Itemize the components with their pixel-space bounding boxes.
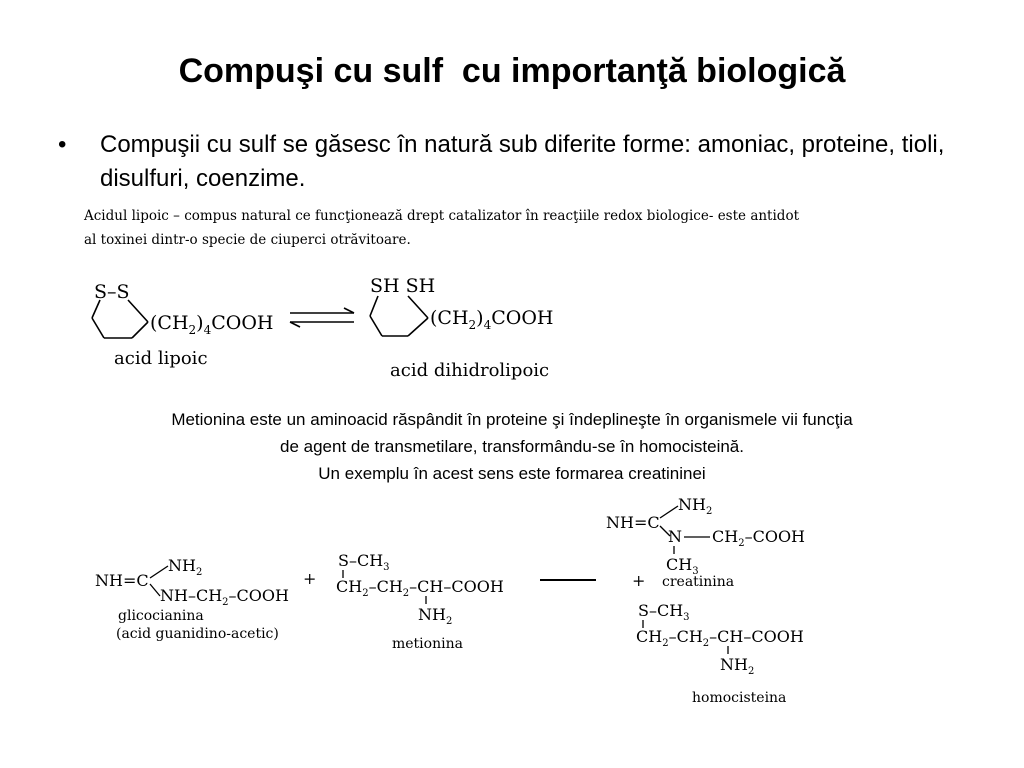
plus-sign-2: + (632, 571, 646, 590)
dihydro-label: acid dihidrolipoic (390, 360, 550, 381)
dihydro-sh: SH SH (370, 275, 436, 297)
lipoic-label: acid lipoic (114, 348, 208, 369)
glico-nh2: $NH_2$ (168, 556, 203, 578)
met-chain: $CH_2-CH_2-CH$–COOH (336, 577, 504, 599)
met-sch3: $S-CH_3$ (338, 551, 390, 573)
metionina-structure (336, 551, 504, 652)
dihydro-chain: $(CH_2)_4COOH$ (430, 307, 554, 332)
lipoic-chain: $(CH_2)_4COOH$ (150, 312, 274, 337)
glico-name: glicocianina (118, 608, 204, 624)
homo-name: homocisteina (692, 690, 787, 706)
lipoic-description: Acidul lipoic – compus natural ce funcţionează drept catalizator în reacţiile redox biologice- este antidot al toxinei dintr-o specie de ciuperci otrăvitoare. (84, 208, 799, 248)
glico-subname: (acid guanidino-acetic) (116, 626, 279, 642)
glico-left: NH=C (95, 571, 149, 590)
creat-chain: $CH_2$–COOH (712, 527, 806, 549)
metionina-text-line1: Metionina este un aminoacid răspândit în proteine şi îndeplineşte în organismele vii funcţia (171, 410, 853, 429)
glicocianina-structure (95, 556, 289, 642)
creat-left: NH=C (606, 513, 660, 532)
homo-chain: $CH_2-CH_2-CH$–COOH (636, 627, 804, 649)
bullet-text: Compuşii cu sulf se găsesc în natură sub diferite forme: amoniac, proteine, tioli, disulfuri, coenzime. (100, 131, 945, 192)
plus-sign-1: + (303, 569, 317, 588)
homo-sch3: $S-CH_3$ (638, 601, 690, 623)
metionina-text-line3: Un exemplu în acest sens este formarea creatininei (318, 464, 706, 483)
slide-title: Compuşi cu sulf cu importanţă biologică (178, 52, 846, 90)
homo-nh2: $NH_2$ (720, 655, 755, 677)
lipoic-ss: S–S (94, 281, 130, 303)
homocisteina-structure (636, 601, 804, 706)
metionina-text-line2: de agent de transmetilare, transformându-se în homocisteină. (280, 437, 744, 456)
creat-name: creatinina (662, 574, 735, 590)
met-nh2: $NH_2$ (418, 605, 453, 627)
bullet-dot: • (58, 131, 67, 158)
met-name: metionina (392, 636, 463, 652)
creat-nh2: $NH_2$ (678, 495, 713, 517)
creat-ch3: $CH_3$ (666, 555, 699, 577)
creat-n: N (668, 527, 682, 546)
glico-chain: $NH-CH_2$–COOH (160, 586, 289, 608)
creatinina-structure (606, 495, 805, 590)
